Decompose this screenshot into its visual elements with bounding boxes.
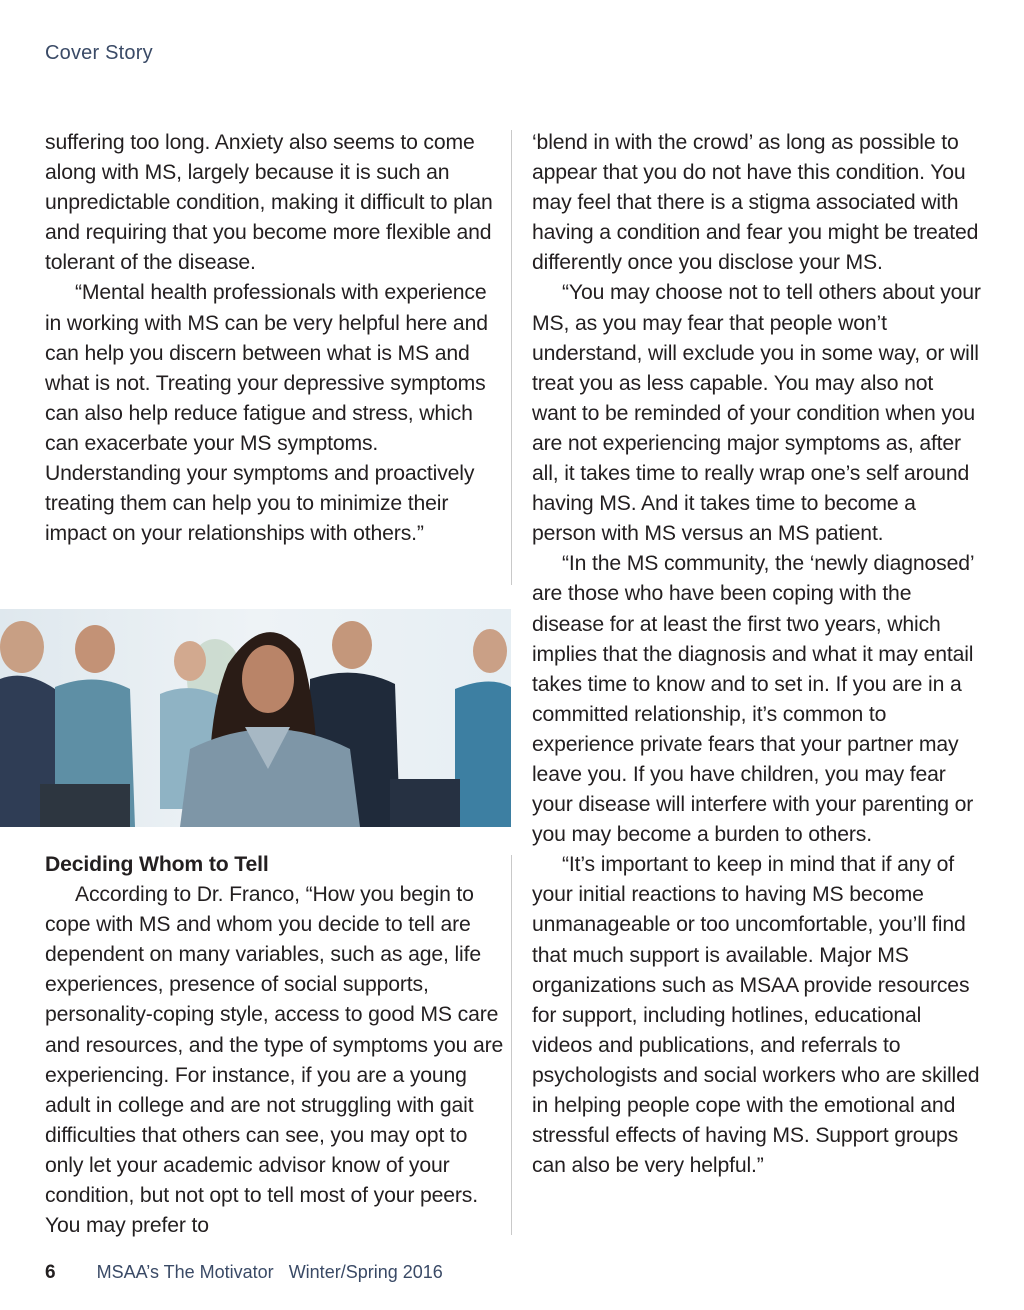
publication-name: MSAA’s The Motivator: [96, 1262, 274, 1282]
paragraph: “It’s important to keep in mind that if any of your initial reactions to having MS become unmanageable or too uncomfortable, you’ll find that much support is available. Major MS organizations such as MSAA provide resources for support, including hotlines, educational videos and publications, and referrals to psychologists and social workers who are skilled in helping people cope with the emotional and stressful effects of having MS. Support groups can also be very helpful.”: [532, 853, 980, 1178]
issue-date: Winter/Spring 2016: [288, 1262, 443, 1282]
section-label: Cover Story: [45, 42, 153, 64]
paragraph: ‘blend in with the crowd’ as long as possible to appear that you do not have this condition. You may feel that there is a stigma associated with having a condition and fear you might be treated differently once you disclose your MS.: [532, 131, 979, 275]
paragraph: “In the MS community, the ‘newly diagnosed’ are those who have been coping with the disease for at least the first two years, which implies that the diagnosis and what it may entail takes time to know and to set in. If you are in a committed relationship, it’s common to experience private fears that your partner may leave you. If you have children, you may fear your disease will interfere with your parenting or you may become a burden to others.: [532, 552, 974, 847]
paragraph: “You may choose not to tell others about your MS, as you may fear that people won’t understand, will exclude you in some way, or will treat you as less capable. You may also not want to be reminded of your condition when you are not experiencing major symptoms as, after all, it takes time to really wrap one’s self around having MS. And it takes time to become a person with MS versus an MS patient.: [532, 281, 981, 546]
paragraph: suffering too long. Anxiety also seems to come along with MS, largely because it is such an unpredictable condition, making it difficult to plan and requiring that you become more flexible and tolerant of the disease.: [45, 131, 493, 275]
right-column: [532, 128, 982, 1181]
paragraph: According to Dr. Franco, “How you begin to cope with MS and whom you decide to tell are dependent on many variables, such as age, life experiences, presence of social supports, personality-coping style, access to good MS care and resources, and the type of symptoms you are experiencing. For instance, if you are a young adult in college and are not struggling with gait difficulties that others can see, you may opt to only let your academic advisor know of your condition, but not opt to tell most of your peers. You may prefer to: [45, 883, 504, 1238]
page-footer: [45, 1262, 443, 1284]
section-heading: Deciding Whom to Tell: [45, 853, 269, 876]
left-column-bottom: [45, 850, 507, 1241]
page-number: 6: [45, 1262, 56, 1283]
left-column-top: [45, 128, 507, 549]
column-divider: [511, 855, 512, 1235]
column-divider: [511, 130, 512, 585]
support-group-photo: [0, 609, 511, 827]
paragraph: “Mental health professionals with experience in working with MS can be very helpful here and can help you discern between what is MS and what is not. Treating your depressive symptoms can also help reduce fatigue and stress, which can exacerbate your MS symptoms. Understanding your symptoms and proactively treating them can help you to minimize their impact on your relationships with others.”: [45, 281, 488, 546]
